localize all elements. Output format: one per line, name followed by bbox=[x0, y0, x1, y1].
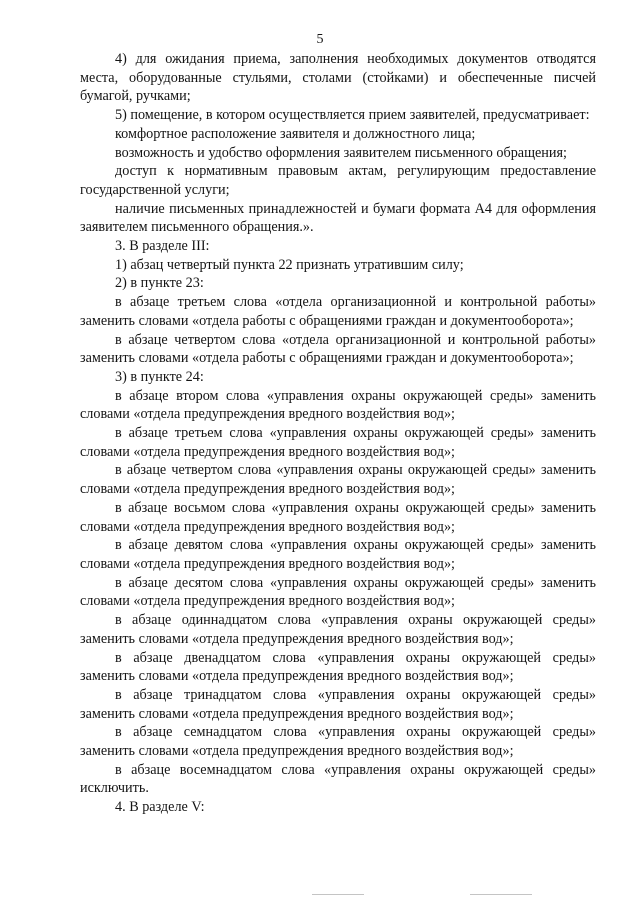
paragraph: 1) абзац четвертый пункта 22 признать утратившим силу; bbox=[115, 256, 464, 273]
page-number: 5 bbox=[316, 32, 324, 47]
paragraph: в абзаце одиннадцатом слова «управления охраны окружающей среды» заменить словами «отдела предупреждения вредного воздействия вод»; bbox=[80, 612, 596, 647]
paragraph: в абзаце десятом слова «управления охраны окружающей среды» заменить словами «отдела предупреждения вредного воздействия вод»; bbox=[80, 574, 596, 610]
paragraph: 3) в пункте 24: bbox=[115, 368, 204, 385]
paragraph: в абзаце девятом слова «управления охраны окружающей среды» заменить словами «отдела предупреждения вредного воздействия вод»; bbox=[80, 537, 596, 572]
paragraph: в абзаце четвертом слова «отдела организационной и контрольной работы» заменить словами «отдела работы с обращениями граждан и документооборота»; bbox=[80, 331, 596, 367]
section-heading: 3. В разделе III: bbox=[115, 238, 210, 255]
paragraph: в абзаце двенадцатом слова «управления охраны окружающей среды» заменить словами «отдела предупреждения вредного воздействия вод»; bbox=[80, 649, 596, 685]
paragraph: наличие письменных принадлежностей и бумаги формата А4 для оформления заявителем письменного обращения.». bbox=[80, 200, 596, 236]
paragraph: в абзаце третьем слова «отдела организационной и контрольной работы» заменить словами «отдела работы с обращениями граждан и документооборота»; bbox=[80, 294, 596, 329]
paragraph: в абзаце втором слова «управления охраны окружающей среды» заменить словами «отдела предупреждения вредного воздействия вод»; bbox=[80, 387, 596, 423]
scan-artifact-line bbox=[470, 894, 532, 895]
paragraph: 4) для ожидания приема, заполнения необходимых документов отводятся места, оборудованные стульями, столами (стойками) и обеспеченные писчей бумагой, ручками; bbox=[80, 51, 596, 105]
paragraph: доступ к нормативным правовым актам, регулирующим предоставление государственной услуги; bbox=[80, 163, 596, 198]
scan-artifact-line bbox=[312, 894, 364, 895]
section-heading: 4. В разделе V: bbox=[115, 799, 205, 816]
paragraph: в абзаце восьмом слова «управления охраны окружающей среды» заменить словами «отдела предупреждения вредного воздействия вод»; bbox=[80, 499, 596, 535]
paragraph: 2) в пункте 23: bbox=[115, 275, 204, 292]
paragraph: комфортное расположение заявителя и должностного лица; bbox=[115, 125, 476, 142]
paragraph: возможность и удобство оформления заявителем письменного обращения; bbox=[115, 144, 567, 161]
paragraph: в абзаце семнадцатом слова «управления охраны окружающей среды» заменить словами «отдела предупреждения вредного воздействия вод»; bbox=[80, 724, 596, 760]
paragraph: в абзаце восемнадцатом слова «управления охраны окружающей среды» исключить. bbox=[80, 761, 596, 797]
paragraph: 5) помещение, в котором осуществляется прием заявителей, предусматривает: bbox=[115, 107, 590, 124]
paragraph: в абзаце четвертом слова «управления охраны окружающей среды» заменить словами «отдела предупреждения вредного воздействия вод»; bbox=[80, 462, 596, 498]
document-body bbox=[80, 50, 596, 817]
paragraph: в абзаце третьем слова «управления охраны окружающей среды» заменить словами «отдела предупреждения вредного воздействия вод»; bbox=[80, 425, 596, 460]
paragraph: в абзаце тринадцатом слова «управления охраны окружающей среды» заменить словами «отдела предупреждения вредного воздействия вод»; bbox=[80, 686, 596, 722]
